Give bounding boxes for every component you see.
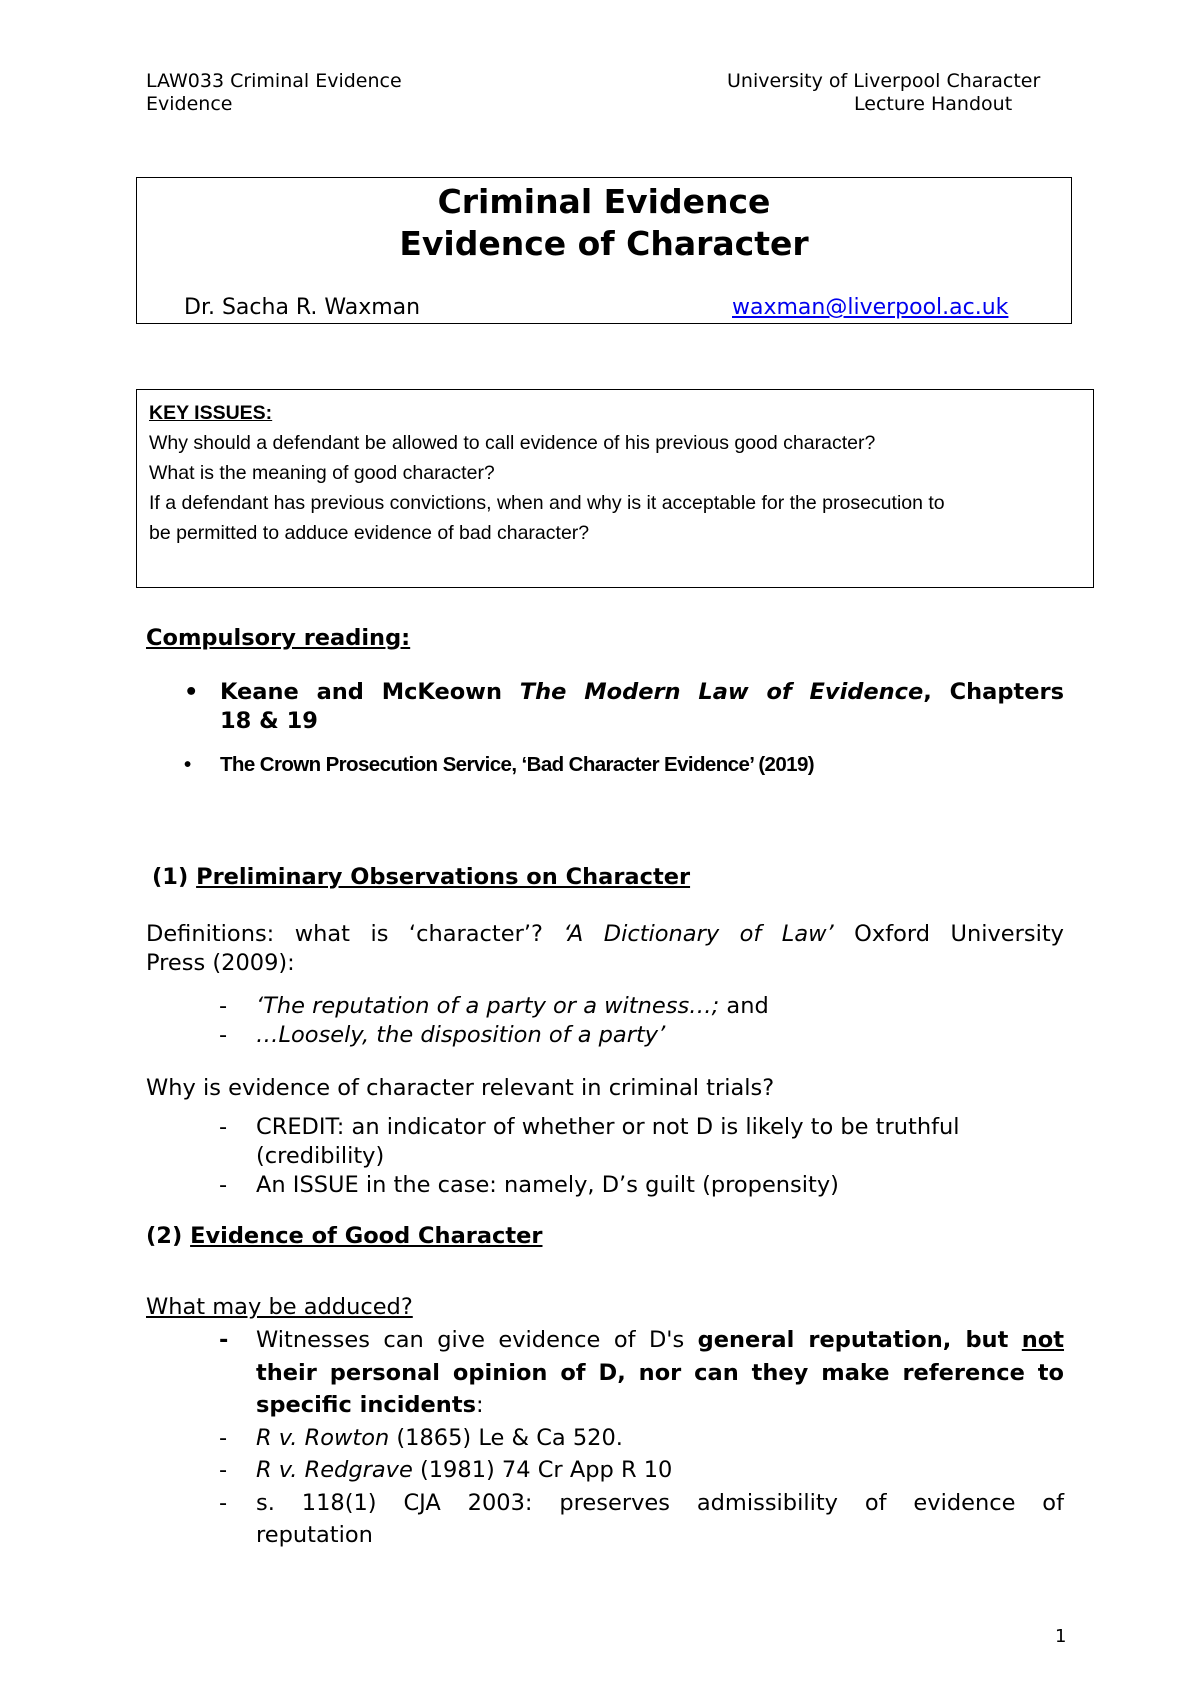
dash-marker: -	[219, 1424, 228, 1451]
definitions-question: Definitions: what is ‘character’?	[146, 921, 543, 947]
list-item	[146, 1021, 1064, 1050]
witness-line-2: their personal opinion of D, nor can they make reference to	[256, 1359, 1064, 1386]
section-2-number: (2)	[146, 1223, 183, 1249]
author-email-link[interactable]: waxman@liverpool.ac.uk	[732, 295, 1009, 320]
reading-chapters: , Chapters	[923, 679, 1064, 705]
witness-text: Witnesses can give evidence of D's	[256, 1327, 685, 1353]
page-number: 1	[1055, 1626, 1067, 1647]
reading-book-title: The Modern Law of Evidence	[519, 679, 924, 705]
dash-marker: -	[219, 1114, 228, 1140]
definition-joiner: and	[719, 993, 769, 1019]
list-item	[146, 1113, 1064, 1171]
section-1-title: Preliminary Observations on Character	[196, 864, 691, 890]
bullet-icon: •	[184, 753, 192, 776]
section-1-number: (1)	[152, 864, 189, 890]
witness-not: not	[1021, 1327, 1065, 1353]
definitions-paragraph	[146, 920, 1064, 978]
doc-title: Criminal Evidence	[437, 182, 771, 221]
reading-cps-guidance: The Crown Prosecution Service, ‘Bad Character Evidence’ (2019)	[220, 753, 814, 776]
dash-marker: -	[219, 1022, 228, 1048]
dash-marker: -	[219, 1327, 229, 1353]
dash-marker: -	[219, 1172, 228, 1198]
witness-bold: general reputation, but	[697, 1327, 1009, 1353]
section-2-title: Evidence of Good Character	[190, 1223, 543, 1249]
definitions-line-2: Press (2009):	[146, 950, 295, 976]
relevance-question: Why is evidence of character relevant in criminal trials?	[146, 1075, 775, 1101]
definition-quote-1: ‘The reputation of a party or a witness…;	[256, 993, 720, 1019]
key-issue-3: If a defendant has previous convictions, when and why is it acceptable for the prosecution to	[149, 492, 945, 514]
publisher: Oxford University	[854, 921, 1064, 947]
witness-line-3: specific incidents:	[256, 1392, 484, 1418]
adduced-subheading: What may be adduced?	[146, 1294, 413, 1320]
header-right	[727, 70, 1062, 116]
bullet-icon: •	[184, 679, 199, 705]
case-rowton: R v. Rowton	[256, 1424, 390, 1451]
witness-line-1	[256, 1324, 1064, 1357]
header-left	[146, 70, 402, 116]
header-institution: University of Liverpool Character	[727, 70, 1041, 92]
dash-marker: -	[219, 993, 228, 1019]
key-issue-2: What is the meaning of good character?	[149, 462, 495, 484]
author-name: Dr. Sacha R. Waxman	[184, 295, 421, 320]
section-2-heading	[146, 1222, 543, 1251]
reading-authors: Keane and McKeown	[220, 679, 502, 705]
key-issue-3-cont: be permitted to adduce evidence of bad character?	[149, 522, 590, 544]
specific-incidents: specific incidents	[256, 1392, 476, 1418]
s118-line-1: s. 118(1) CJA 2003: preserves admissibility of evidence of	[256, 1489, 1064, 1516]
doc-subtitle: Evidence of Character	[399, 224, 809, 263]
list-item	[146, 992, 1064, 1021]
reading-item-2	[146, 752, 814, 778]
key-issues-box	[136, 389, 1094, 588]
s118-line-2: reputation	[256, 1522, 373, 1548]
section-1-heading	[152, 863, 690, 892]
key-issues-heading: KEY ISSUES:	[149, 402, 273, 424]
case-rowton-citation: (1865) Le & Ca 520.	[389, 1424, 623, 1451]
header-handout: Lecture Handout	[854, 93, 1013, 115]
list-item	[146, 1422, 1064, 1455]
definition-quote-2: …Loosely, the disposition of a party’	[256, 1022, 666, 1048]
definitions-line-1	[146, 920, 1064, 949]
list-item	[146, 1454, 1064, 1487]
case-redgrave: R v. Redgrave	[256, 1457, 413, 1483]
key-issue-1: Why should a defendant be allowed to call evidence of his previous good character?	[149, 432, 876, 454]
reading-chapter-numbers: 18 & 19	[220, 708, 318, 734]
definitions-list	[146, 992, 1064, 1050]
good-character-list	[146, 1324, 1064, 1552]
relevance-list	[146, 1113, 1064, 1200]
case-redgrave-citation: (1981) 74 Cr App R 10	[412, 1457, 673, 1483]
title-box	[136, 177, 1072, 324]
dash-marker: -	[219, 1457, 228, 1483]
reading-heading: Compulsory reading:	[146, 625, 411, 651]
header-course-cont: Evidence	[146, 93, 233, 115]
dictionary-title: ‘A Dictionary of Law’	[563, 921, 834, 947]
reading-item-1-line	[220, 678, 1064, 707]
credit-point: CREDIT: an indicator of whether or not D is likely to be truthful	[256, 1114, 960, 1140]
issue-point: An ISSUE in the case: namely, D’s guilt (propensity)	[256, 1172, 839, 1198]
list-item	[146, 1487, 1064, 1552]
credit-point-cont: (credibility)	[256, 1143, 385, 1169]
list-item	[146, 1171, 1064, 1200]
list-item	[146, 1324, 1064, 1422]
dash-marker: -	[219, 1489, 228, 1516]
header-course: LAW033 Criminal Evidence	[146, 70, 402, 92]
reading-item-1	[146, 678, 1064, 736]
